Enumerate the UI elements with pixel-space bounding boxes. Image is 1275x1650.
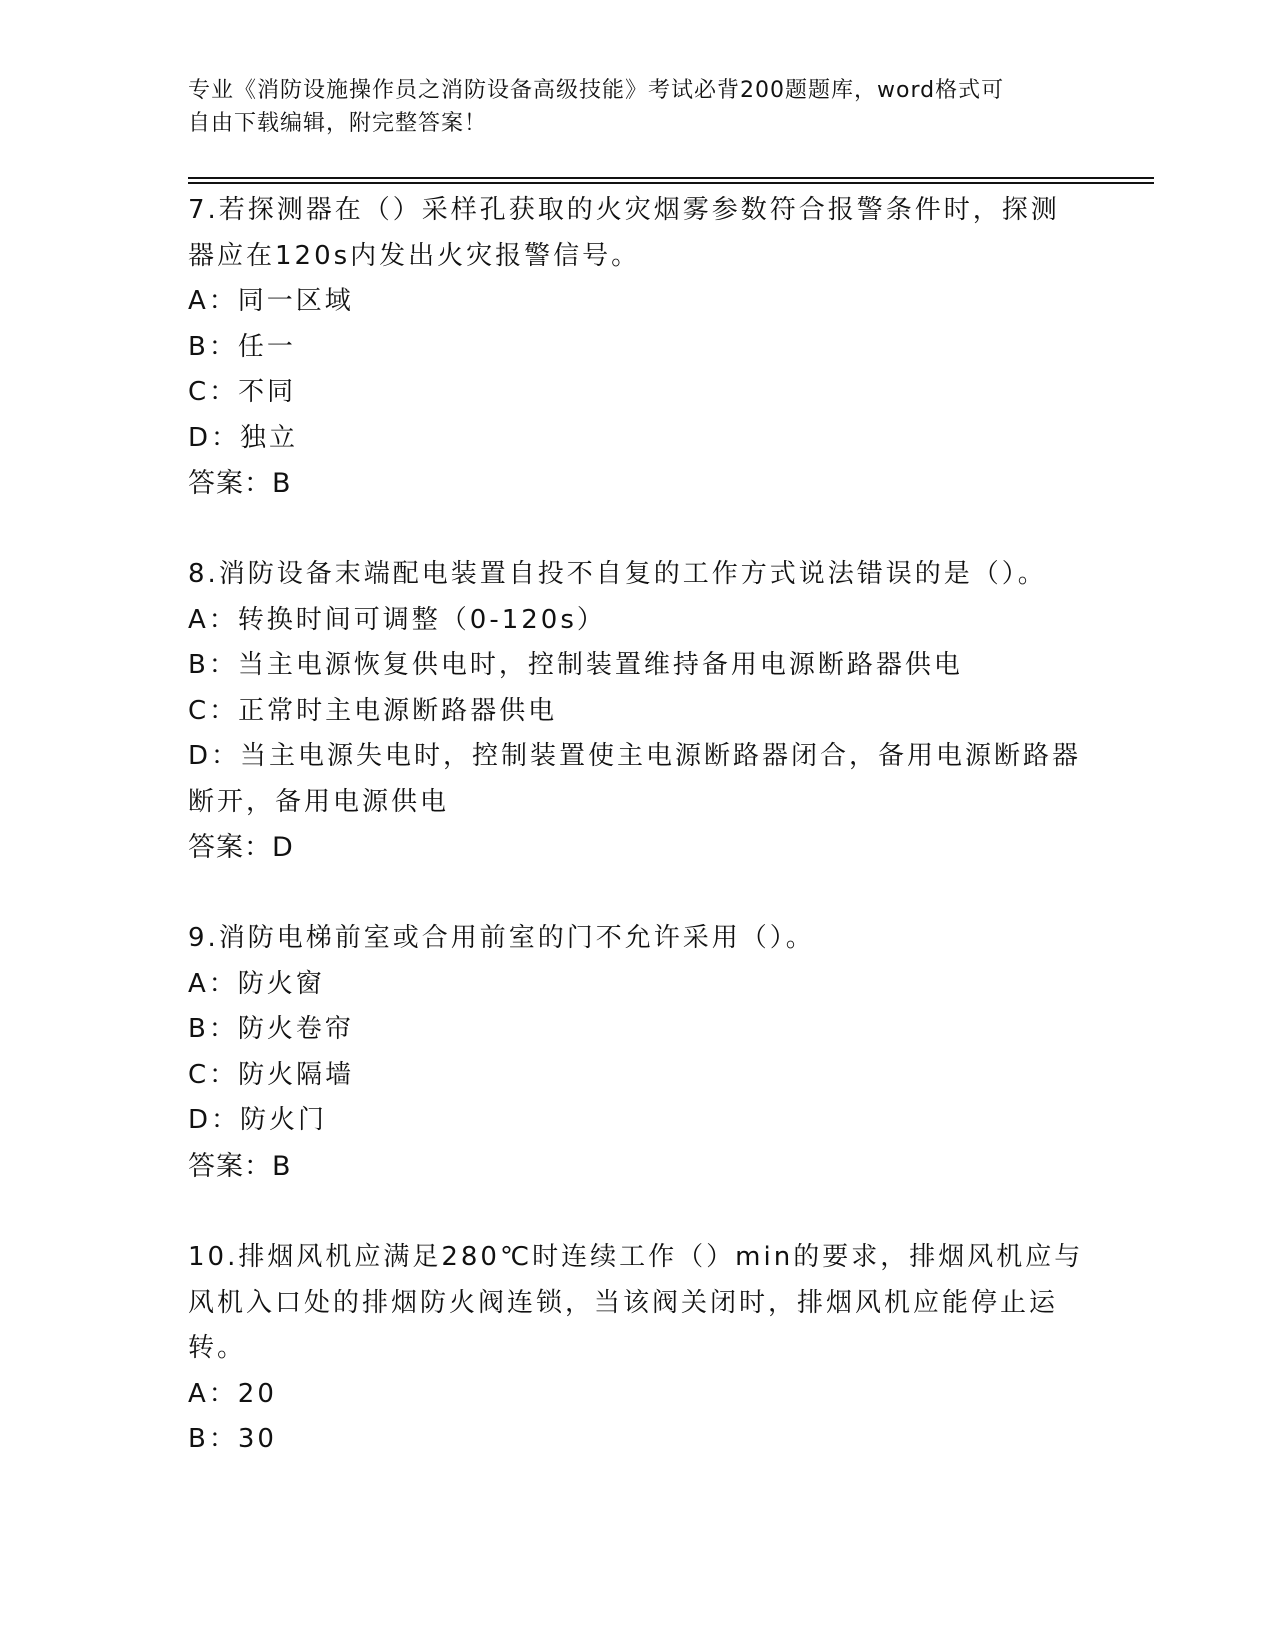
question-stem-line: 10.排烟风机应满足280℃时连续工作（）min的要求，排烟风机应与 <box>188 1242 1084 1272</box>
option-b: B：30 <box>188 1424 277 1454</box>
question-7 <box>188 188 1088 507</box>
answer: 答案：D <box>188 832 294 863</box>
answer: 答案：B <box>188 1150 292 1182</box>
question-10 <box>188 1235 1088 1463</box>
header-divider-bottom <box>188 182 1154 184</box>
option-d: D：防火门 <box>188 1105 328 1135</box>
header-line-1: 专业《消防设施操作员之消防设备高级技能》考试必背200题题库，word格式可 <box>188 78 1005 103</box>
question-stem-line: 器应在120s内发出火灾报警信号。 <box>188 240 641 271</box>
question-stem-line: 9.消防电梯前室或合用前室的门不允许采用（）。 <box>188 923 815 953</box>
option-d: D：独立 <box>188 422 299 453</box>
option-c: C：正常时主电源断路器供电 <box>188 695 558 726</box>
question-9 <box>188 916 1088 1189</box>
option-a: A：20 <box>188 1378 277 1409</box>
question-8 <box>188 552 1088 871</box>
option-b: B：当主电源恢复供电时，控制装置维持备用电源断路器供电 <box>188 650 963 680</box>
option-d: D：当主电源失电时，控制装置使主电源断路器闭合，备用电源断路器 <box>188 741 1082 771</box>
option-b: B：任一 <box>188 331 296 362</box>
question-stem-line: 转。 <box>188 1333 247 1363</box>
header-line-2: 自由下载编辑，附完整答案！ <box>188 111 488 136</box>
question-stem-line: 风机入口处的排烟防火阀连锁，当该阀关闭时，排烟风机应能停止运 <box>188 1287 1059 1318</box>
option-b: B：防火卷帘 <box>188 1014 354 1044</box>
option-c: C：不同 <box>188 377 297 407</box>
option-a: A：防火窗 <box>188 968 325 999</box>
header-divider-top <box>188 177 1154 179</box>
question-stem-line: 7.若探测器在（）采样孔获取的火灾烟雾参数符合报警条件时，探测 <box>188 195 1060 225</box>
document-header <box>188 74 1068 140</box>
answer: 答案：B <box>188 468 292 499</box>
option-d-continued: 断开，备用电源供电 <box>188 786 450 817</box>
option-c: C：防火隔墙 <box>188 1059 355 1090</box>
option-a: A：同一区域 <box>188 286 354 316</box>
option-a: A：转换时间可调整（0-120s） <box>188 604 606 635</box>
question-stem-line: 8.消防设备末端配电装置自投不自复的工作方式说法错误的是（）。 <box>188 559 1047 589</box>
